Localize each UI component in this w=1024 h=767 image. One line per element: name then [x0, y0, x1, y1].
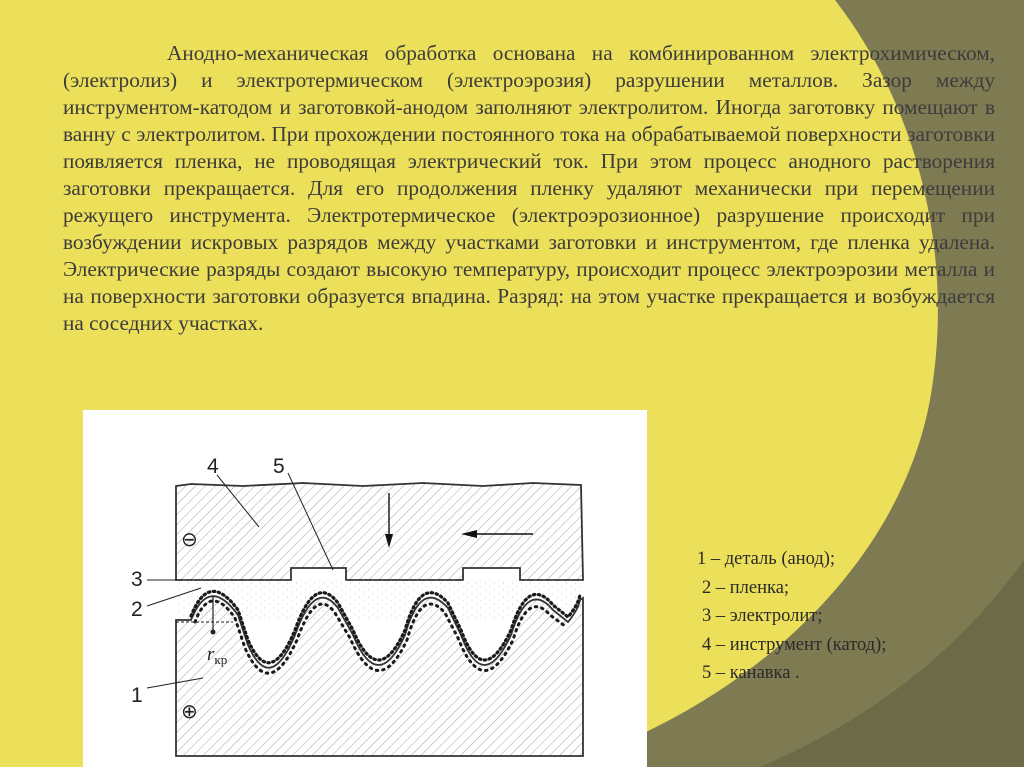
legend-item: 4 – инструмент (катод);: [702, 634, 887, 655]
minus-sign: ⊖: [181, 527, 198, 551]
label-r-critical: $r_{кр}$: [207, 644, 228, 667]
legend-item: 1 – деталь (анод);: [697, 549, 836, 569]
tool-cathode: [176, 483, 583, 580]
main-paragraph: Анодно-механическая обработка основана на комбинированном электрохимическом, (электролиз) и электротермическом (электроэрозия) разрушении металлов. Зазор между инструментом-катодом и заготовкой-анодом заполняют электролитом. Иногда заготовку помещают в ванну с электролитом. При прохождении постоянного тока на обрабатываемой поверхности заготовки появляется пленка, не проводящая электрический ток. При этом процесс анодного растворения заготовки прекращается. Для его продолжения пленку удаляют механически при перемещении режущего инструмента. Электротермическое (электроэрозионное) разрушение происходит при возбуждении искровых разрядов между участками заготовки и инструментом, где пленка удалена. Электрические разряды создают высокую температуру, происходит процесс электроэрозии металла и на поверхности заготовки образуется впадина. Разряд: на этом участке прекращается и возбуждается на соседних участках.: [63, 41, 995, 335]
label-3: 3: [131, 568, 143, 591]
plus-sign: ⊕: [181, 699, 198, 723]
legend-item: 3 – электролит;: [702, 606, 823, 626]
legend-list: [694, 545, 887, 688]
label-5: 5: [273, 455, 285, 478]
label-4: 4: [207, 455, 219, 478]
legend-item: 2 – пленка;: [702, 577, 790, 598]
process-diagram: [83, 410, 647, 767]
label-1: 1: [131, 684, 143, 707]
legend-item: 5 – канавка .: [702, 663, 800, 683]
label-2: 2: [131, 598, 143, 621]
